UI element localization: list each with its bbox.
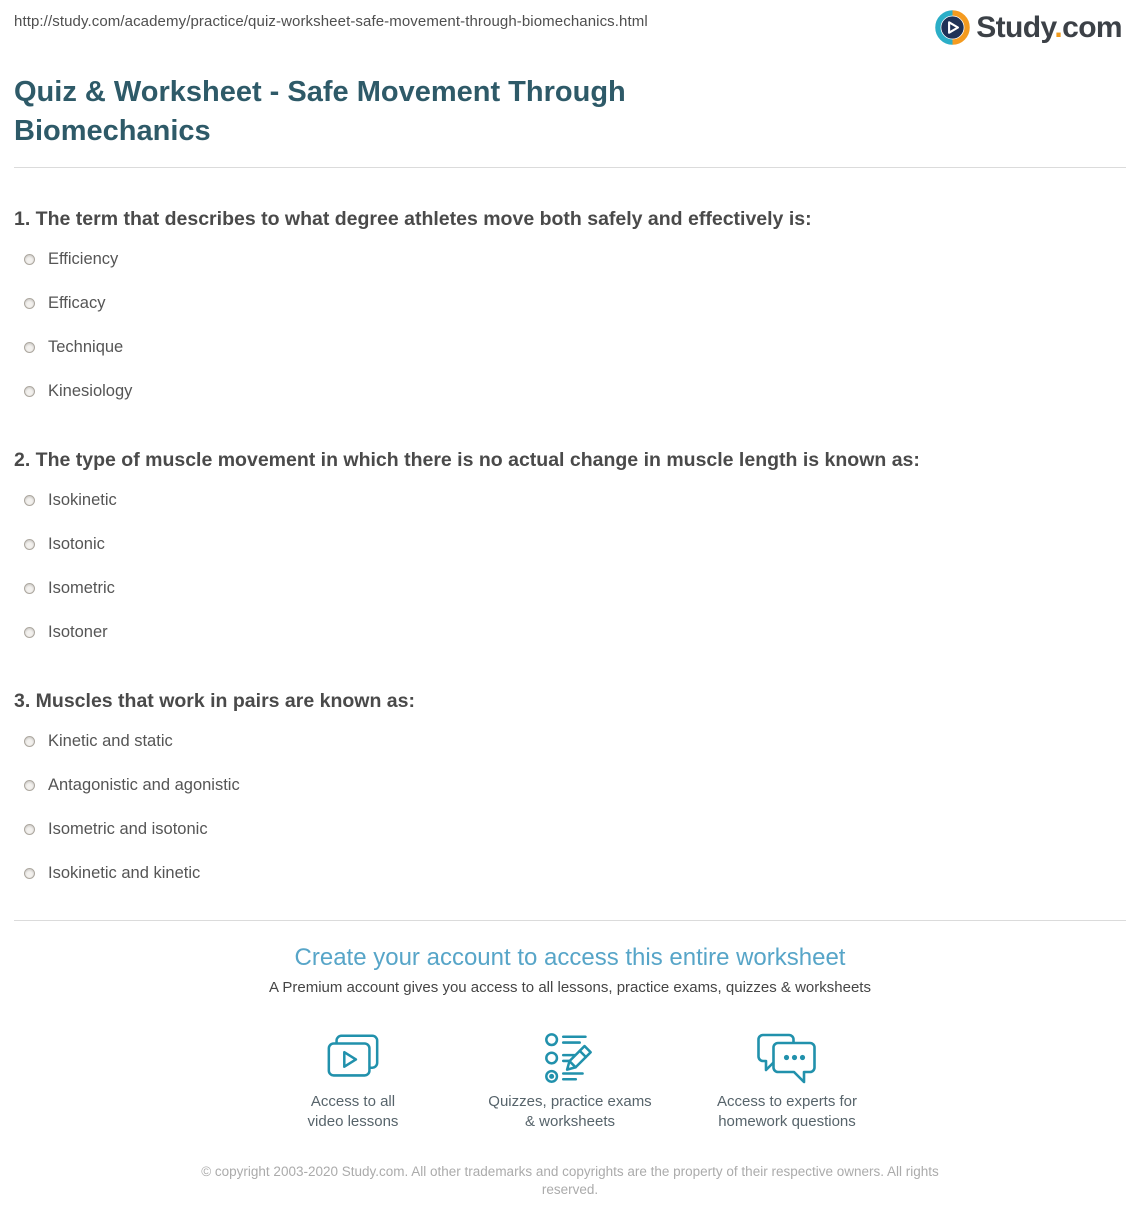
page-header (14, 0, 1126, 52)
answer-option[interactable] (14, 534, 1126, 554)
copyright-line-1: © copyright 2003-2020 Study.com. All other trademarks and copyrights are the property of their respective owners. All rights (201, 1164, 939, 1179)
question-1 (14, 206, 1126, 401)
radio-button[interactable] (24, 342, 35, 353)
feature-quizzes-worksheets (462, 1029, 679, 1132)
studycom-wordmark: Study.com (976, 11, 1122, 44)
cta-heading: Create your account to access this entire worksheet (294, 944, 846, 971)
answer-option[interactable] (14, 381, 1126, 401)
question-3-text: 3. Muscles that work in pairs are known as: (14, 690, 415, 712)
copyright-line-2: reserved. (541, 1181, 599, 1197)
radio-button[interactable] (24, 824, 35, 835)
answer-option[interactable] (14, 337, 1126, 357)
radio-button[interactable] (24, 539, 35, 550)
feature-video-lessons (245, 1029, 462, 1132)
answer-option[interactable] (14, 490, 1126, 510)
radio-button[interactable] (24, 495, 35, 506)
option-label: Technique (48, 337, 124, 356)
option-label: Isometric and isotonic (48, 819, 208, 838)
answer-option[interactable] (14, 578, 1126, 598)
page-title: Quiz & Worksheet - Safe Movement Through Biomechanics (14, 76, 626, 147)
option-label: Isotonic (48, 534, 105, 553)
studycom-logo[interactable] (935, 10, 1122, 45)
answer-option[interactable] (14, 819, 1126, 839)
page-url: http://study.com/academy/practice/quiz-worksheet-safe-movement-through-biomechanics.html (14, 13, 648, 30)
question-2 (14, 447, 1126, 642)
studycom-play-icon (935, 10, 970, 45)
video-lessons-icon (245, 1029, 462, 1089)
question-1-options (14, 249, 1126, 401)
answer-option[interactable] (14, 293, 1126, 313)
radio-button[interactable] (24, 298, 35, 309)
option-label: Kinesiology (48, 381, 133, 400)
answer-option[interactable] (14, 249, 1126, 269)
answer-option[interactable] (14, 863, 1126, 883)
feature-label: Access to experts for homework questions (716, 1093, 858, 1130)
radio-button[interactable] (24, 736, 35, 747)
feature-list (14, 1029, 1126, 1132)
option-label: Efficacy (48, 293, 106, 312)
answer-option[interactable] (14, 731, 1126, 751)
answer-option[interactable] (14, 622, 1126, 642)
radio-button[interactable] (24, 868, 35, 879)
feature-expert-chat (679, 1029, 896, 1132)
question-2-options (14, 490, 1126, 642)
quizzes-worksheets-icon (462, 1029, 679, 1089)
option-label: Isometric (48, 578, 115, 597)
option-label: Efficiency (48, 249, 119, 268)
expert-chat-icon (679, 1029, 896, 1089)
cta-subheading: A Premium account gives you access to all lessons, practice exams, quizzes & worksheets (269, 979, 871, 996)
option-label: Antagonistic and agonistic (48, 775, 240, 794)
option-label: Isokinetic and kinetic (48, 863, 201, 882)
feature-label: Quizzes, practice exams & worksheets (488, 1093, 652, 1130)
question-3-options (14, 731, 1126, 883)
radio-button[interactable] (24, 254, 35, 265)
radio-button[interactable] (24, 386, 35, 397)
question-1-text: 1. The term that describes to what degree athletes move both safely and effectively is: (14, 208, 812, 230)
radio-button[interactable] (24, 780, 35, 791)
option-label: Kinetic and static (48, 731, 173, 750)
question-2-text: 2. The type of muscle movement in which there is no actual change in muscle length is known as: (14, 449, 920, 471)
radio-button[interactable] (24, 583, 35, 594)
option-label: Isotoner (48, 622, 108, 641)
cta-divider (14, 920, 1126, 921)
footer-copyright (14, 1163, 1126, 1198)
radio-button[interactable] (24, 627, 35, 638)
question-3 (14, 688, 1126, 883)
option-label: Isokinetic (48, 490, 117, 509)
feature-label: Access to all video lessons (307, 1093, 399, 1130)
answer-option[interactable] (14, 775, 1126, 795)
title-divider (14, 167, 1126, 168)
